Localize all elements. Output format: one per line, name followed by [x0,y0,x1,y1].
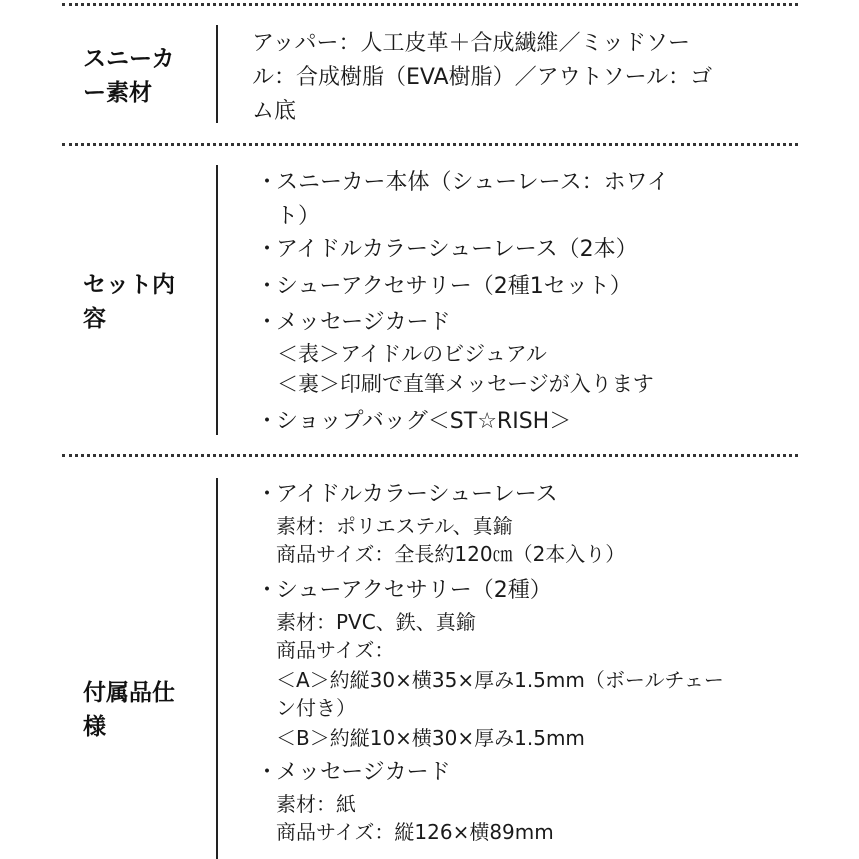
card-back-detail: ＜裏＞印刷で直筆メッセージが入ります [277,372,654,396]
set-item-shop-bag: ショップバッグ＜ST☆RISH＞ [276,409,572,434]
spec-shoelace-size: 商品サイズ：全長約120㎝（2本入り） [276,542,626,566]
spec-accessory-size-b: ＜B＞約縦10×横30×厚み1.5mm [276,726,585,750]
card-front-detail: ＜表＞アイドルのビジュアル [277,342,547,366]
label-accessory-specs: 付属品仕 様 [83,680,175,740]
sneaker-material-text: アッパー：人工皮革＋合成繊維／ミッドソー ル：合成樹脂（EVA樹脂）／アウトソール：ゴ ム底 [252,31,713,124]
column-divider [216,165,218,435]
bullet: ・ [256,760,279,785]
label-sneaker-material: スニーカ ー素材 [83,46,175,106]
set-item-message-card: メッセージカード [276,310,451,335]
column-divider [216,478,218,859]
section-divider [62,454,798,457]
set-item-sneaker: スニーカー本体（シューレース：ホワイ ト） [276,170,669,229]
spec-accessory-material: 素材：PVC、鉄、真鍮 [276,610,476,634]
bullet: ・ [256,578,279,603]
column-divider [216,25,218,123]
spec-accessory-size-a: ＜A＞約縦30×横35×厚み1.5mm（ボールチェー ン付き） [276,668,724,720]
spec-accessory-title: シューアクセサリー（2種） [276,578,552,603]
spec-shoelace-material: 素材：ポリエステル、真鍮 [276,514,513,538]
section-divider [62,3,798,6]
bullet: ・ [256,237,279,262]
set-item-accessory: シューアクセサリー（2種1セット） [276,274,632,299]
bullet: ・ [256,274,279,299]
bullet: ・ [256,482,279,507]
spec-card-size: 商品サイズ：縦126×横89mm [276,820,554,844]
bullet: ・ [256,409,279,434]
set-item-shoelace: アイドルカラーシューレース（2本） [276,237,638,262]
label-set-contents: セット内 容 [83,272,175,332]
spec-shoelace-title: アイドルカラーシューレース [276,482,558,507]
section-divider [62,143,798,146]
spec-card-material: 素材：紙 [276,792,356,816]
spec-accessory-size-label: 商品サイズ： [276,638,395,662]
bullet: ・ [256,310,279,335]
spec-card-title: メッセージカード [276,760,451,785]
bullet: ・ [256,170,279,195]
